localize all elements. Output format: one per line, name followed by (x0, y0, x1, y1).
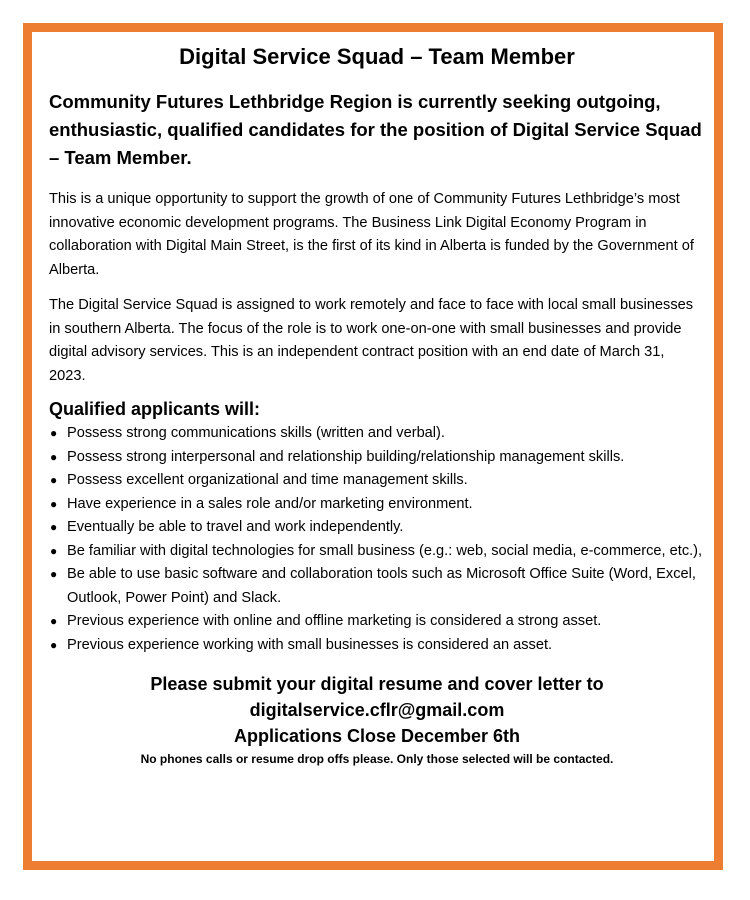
list-item (49, 610, 705, 634)
orange-border-frame (23, 23, 723, 870)
contact-note: No phones calls or resume drop offs please. Only those selected will be contacted. (140, 752, 614, 766)
requirement-text: Eventually be able to travel and work independently. (67, 519, 404, 535)
posting-content (49, 42, 705, 769)
requirements-list (49, 422, 705, 657)
page-title: Digital Service Squad – Team Member (179, 44, 575, 69)
bullet-icon: ● (50, 449, 58, 464)
qualified-heading: Qualified applicants will: (49, 399, 261, 419)
bullet-icon: ● (50, 567, 58, 581)
contact-email: digitalservice.cflr@gmail.com (249, 700, 505, 720)
intro-paragraph: This is a unique opportunity to support the growth of one of Community Futures Lethbridge’s most innovative economic development programs. The Business Link Digital Economy Program in collaboration with Digital Main Street, is the first of its kind in Alberta is funded by the Government of Alberta. (49, 191, 694, 278)
submit-line: Please submit your digital resume and cover letter to (150, 674, 604, 694)
requirement-text: Have experience in a sales role and/or marketing environment. (67, 495, 473, 512)
requirement-text: Previous experience working with small businesses is considered an asset. (67, 636, 553, 653)
bullet-icon: ● (50, 473, 58, 487)
requirement-text: Possess strong communications skills (written and verbal). (67, 425, 445, 441)
lead-statement: Community Futures Lethbridge Region is currently seeking outgoing, enthusiastic, qualified candidates for the position of Digital Service Squad – Team Member. (49, 91, 702, 168)
requirement-text: Be able to use basic software and collaboration tools such as Microsoft Office Suite (Word, Excel, Outlook, Power Point) and Slack. (67, 566, 696, 606)
bullet-icon: ● (50, 614, 58, 628)
bullet-icon: ● (50, 496, 58, 511)
requirement-text: Be familiar with digital technologies for small business (e.g.: web, social media, e-commerce, etc.), (67, 542, 703, 559)
bullet-icon: ● (50, 426, 58, 440)
application-deadline: Applications Close December 6th (233, 726, 521, 746)
list-item (49, 516, 705, 540)
bullet-icon: ● (50, 637, 58, 652)
bullet-icon: ● (50, 520, 58, 534)
list-item (49, 540, 705, 564)
list-item (49, 469, 705, 493)
list-item (49, 634, 705, 658)
list-item (49, 563, 705, 610)
list-item (49, 422, 705, 446)
requirement-text: Possess strong interpersonal and relationship building/relationship management skills. (67, 448, 625, 465)
list-item (49, 493, 705, 517)
list-item (49, 446, 705, 470)
bullet-icon: ● (50, 543, 58, 558)
role-paragraph: The Digital Service Squad is assigned to work remotely and face to face with local small businesses in southern Alberta. The focus of the role is to work one-on-one with small businesses and provide digital advisory services. This is an independent contract position with an end date of March 31, 2023. (49, 297, 694, 384)
requirement-text: Previous experience with online and offline marketing is considered a strong asset. (67, 613, 602, 629)
submit-instructions (49, 671, 705, 749)
requirement-text: Possess excellent organizational and time management skills. (67, 472, 468, 488)
